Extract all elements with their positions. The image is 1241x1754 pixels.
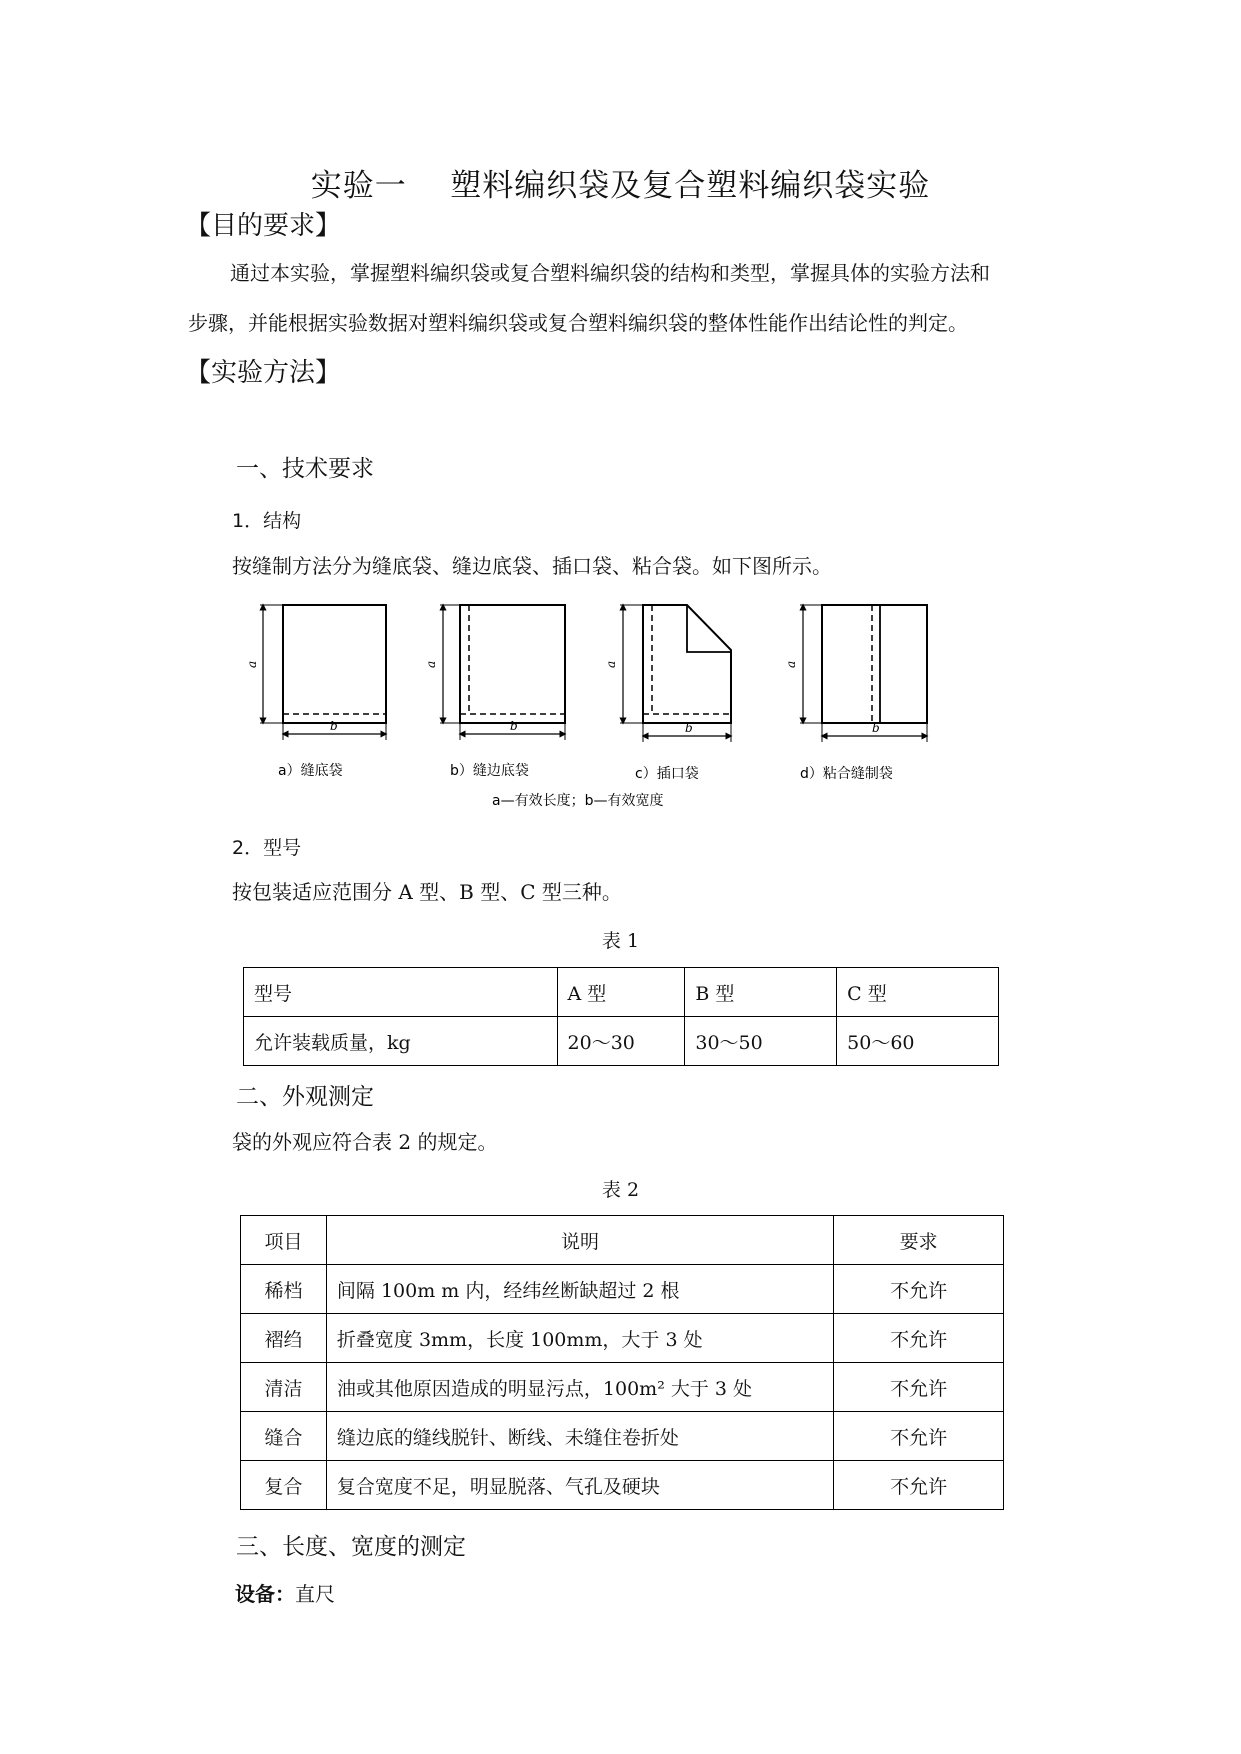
table-cell: 清洁	[241, 1363, 327, 1412]
bag-figure-d	[800, 605, 927, 742]
page-title: 实验一 塑料编织袋及复合塑料编织袋实验	[310, 168, 931, 204]
figure-label-a: a）缝底袋	[278, 763, 343, 779]
purpose-line-1: 通过本实验，掌握塑料编织袋或复合塑料编织袋的结构和类型，掌握具体的实验方法和	[230, 261, 990, 285]
bag-figure-b	[440, 605, 565, 740]
heading-length-width: 三、长度、宽度的测定	[236, 1534, 466, 1560]
table-cell: 30～50	[685, 1017, 837, 1066]
table-2	[240, 1215, 1004, 1510]
table-row	[244, 1017, 999, 1066]
table-row	[241, 1461, 1004, 1510]
table-header-cell: 要求	[834, 1216, 1004, 1265]
figure-label-b: b）缝边底袋	[450, 763, 529, 779]
heading-structure: 1．结构	[232, 510, 302, 532]
figure-caption: a—有效长度；b—有效宽度	[492, 793, 664, 809]
figure-label-d: d）粘合缝制袋	[800, 766, 893, 782]
bag-figure-a	[260, 605, 386, 740]
table-row	[241, 1412, 1004, 1461]
equipment-value: 直尺	[295, 1582, 335, 1606]
equipment-line	[235, 1578, 335, 1607]
table-header-cell: 项目	[241, 1216, 327, 1265]
table-row	[241, 1265, 1004, 1314]
table-cell: 不允许	[834, 1314, 1004, 1363]
table-cell: 不允许	[834, 1265, 1004, 1314]
table-row	[244, 968, 999, 1017]
purpose-line-2: 步骤，并能根据实验数据对塑料编织袋或复合塑料编织袋的整体性能作出结论性的判定。	[188, 311, 968, 335]
table-cell: 褶绉	[241, 1314, 327, 1363]
equipment-label: 设备：	[235, 1582, 295, 1606]
table-cell: C 型	[837, 968, 999, 1017]
heading-model: 2．型号	[232, 837, 302, 859]
heading-tech-requirements: 一、技术要求	[236, 456, 374, 482]
table-cell: 缝合	[241, 1412, 327, 1461]
table-row	[241, 1314, 1004, 1363]
model-text: 按包装适应范围分 A 型、B 型、C 型三种。	[232, 880, 622, 904]
appearance-text: 袋的外观应符合表 2 的规定。	[232, 1130, 498, 1154]
structure-text: 按缝制方法分为缝底袋、缝边底袋、插口袋、粘合袋。如下图所示。	[232, 554, 832, 578]
bag-figure-c	[620, 605, 731, 742]
table-header-row	[241, 1216, 1004, 1265]
table1-caption: 表 1	[601, 930, 640, 952]
dim-a-label: a	[784, 660, 798, 668]
dim-a-label: a	[424, 660, 438, 668]
table-cell: 缝边底的缝线脱针、断线、未缝住卷折处	[326, 1412, 833, 1461]
table-cell: 稀档	[241, 1265, 327, 1314]
dim-b-label: b	[510, 719, 518, 733]
heading-appearance: 二、外观测定	[236, 1084, 374, 1110]
table-cell: 允许装载质量，kg	[244, 1017, 558, 1066]
section-purpose: 【目的要求】	[185, 211, 342, 241]
table-cell: 不允许	[834, 1363, 1004, 1412]
table-row	[241, 1363, 1004, 1412]
table-cell: 50～60	[837, 1017, 999, 1066]
dim-a-label: a	[604, 660, 618, 668]
table-cell: 复合宽度不足，明显脱落、气孔及硬块	[326, 1461, 833, 1510]
dim-b-label: b	[685, 721, 693, 735]
bag-types-figure	[240, 590, 960, 820]
table-cell: 型号	[244, 968, 558, 1017]
table-cell: 不允许	[834, 1461, 1004, 1510]
dim-b-label: b	[330, 719, 338, 733]
table-1	[243, 967, 999, 1066]
dim-b-label: b	[872, 721, 880, 735]
table-header-cell: 说明	[326, 1216, 833, 1265]
table-cell: B 型	[685, 968, 837, 1017]
table-cell: 20～30	[557, 1017, 685, 1066]
section-method: 【实验方法】	[185, 358, 342, 388]
table-cell: 折叠宽度 3mm，长度 100mm，大于 3 处	[326, 1314, 833, 1363]
table-cell: 不允许	[834, 1412, 1004, 1461]
table2-caption: 表 2	[601, 1179, 640, 1201]
table-cell: 复合	[241, 1461, 327, 1510]
dim-a-label: a	[245, 660, 259, 668]
figure-label-c: c）插口袋	[635, 766, 699, 782]
table-cell: 油或其他原因造成的明显污点，100m² 大于 3 处	[326, 1363, 833, 1412]
table-cell: A 型	[557, 968, 685, 1017]
table-cell: 间隔 100m m 内，经纬丝断缺超过 2 根	[326, 1265, 833, 1314]
